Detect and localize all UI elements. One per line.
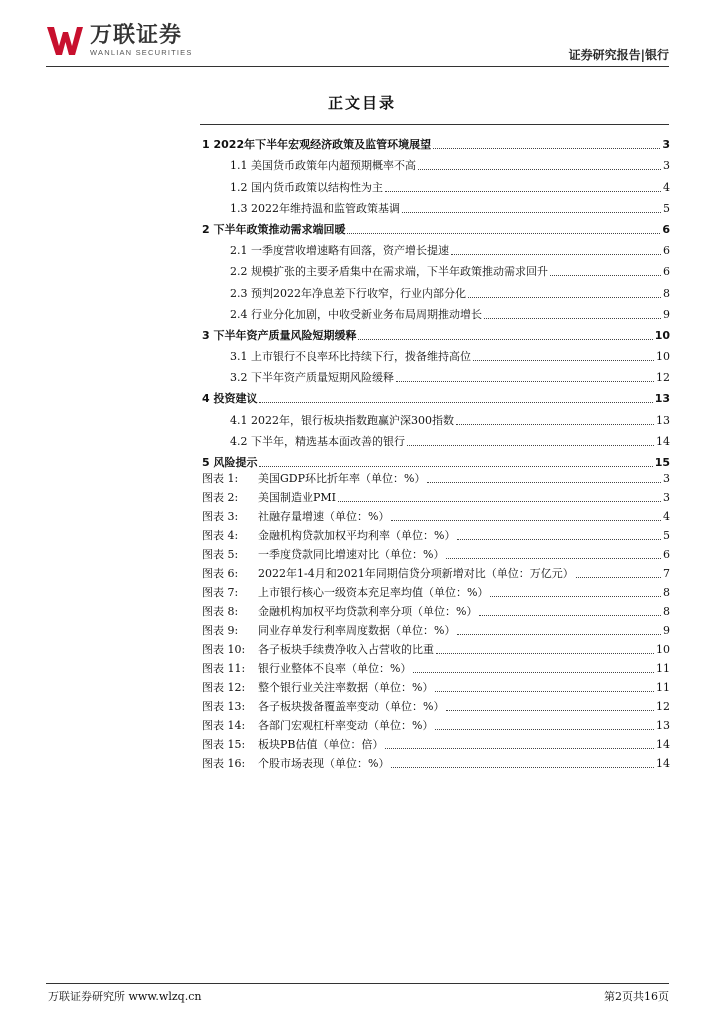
toc-entry-page: 3: [662, 138, 670, 152]
figure-entry-title: 社融存量增速（单位：%）: [258, 510, 390, 523]
toc-entry-page: 12: [656, 371, 670, 385]
toc-entry[interactable]: [202, 195, 670, 216]
figure-entry-title: 板块PB估值（单位：倍）: [258, 738, 384, 751]
toc-entry[interactable]: [202, 237, 670, 258]
figure-entry[interactable]: [202, 467, 670, 486]
logo-english-name: WANLIAN SECURITIES: [90, 48, 193, 58]
figure-leader-dots: [385, 748, 654, 749]
figure-entry-title: 美国制造业PMI: [258, 491, 337, 504]
figure-entry-page: 6: [663, 548, 670, 561]
figure-entry-title: 各子板块拨备覆盖率变动（单位：%）: [258, 700, 445, 713]
figure-entry-title: 美国GDP环比折年率（单位：%）: [258, 472, 426, 485]
toc-entry[interactable]: [202, 279, 670, 300]
toc-entry[interactable]: [202, 131, 670, 152]
footer-source: 万联证券研究所 www.wlzq.cn: [48, 990, 202, 1003]
figure-entry-title: 金融机构加权平均贷款利率分项（单位：%）: [258, 605, 478, 618]
toc-entry-label: 1 2022年下半年宏观经济政策及监管环境展望: [202, 138, 432, 152]
toc-entry-page: 10: [654, 328, 670, 342]
toc-entry-label: 4.2 下半年，精选基本面改善的银行: [230, 434, 405, 448]
report-category: 证券研究报告|银行: [568, 48, 669, 62]
footer-page-number: 第2页共16页: [604, 990, 669, 1003]
figure-entry-title: 一季度贷款同比增速对比（单位：%）: [258, 548, 445, 561]
toc-entry-label: 2.3 预判2022年净息差下行收窄，行业内部分化: [230, 286, 466, 300]
figure-entry[interactable]: [202, 600, 670, 619]
toc-leader-dots: [385, 191, 661, 192]
toc-entry-page: 9: [663, 307, 670, 321]
figure-entry[interactable]: [202, 486, 670, 505]
figure-leader-dots: [413, 672, 654, 673]
toc-entry[interactable]: [202, 385, 670, 406]
toc-leader-dots: [358, 339, 652, 340]
figure-entry-title: 各部门宏观杠杆率变动（单位：%）: [258, 719, 434, 732]
toc-entry-label: 1.3 2022年维持温和监管政策基调: [230, 201, 400, 215]
figure-entry-title: 整个银行业关注率数据（单位：%）: [258, 681, 434, 694]
toc-entry-label: 3.2 下半年资产质量短期风险缓释: [230, 371, 394, 385]
figure-entry-number: 图表 9:: [202, 624, 239, 637]
toc-entry-page: 6: [663, 244, 670, 258]
figure-entry-title: 同业存单发行利率周度数据（单位：%）: [258, 624, 456, 637]
figure-entry-page: 11: [656, 681, 670, 694]
figure-entry-page: 12: [656, 700, 670, 713]
figure-entry-page: 14: [656, 757, 670, 770]
toc-entry-label: 2.1 一季度营收增速略有回落，资产增长提速: [230, 244, 449, 258]
title-divider: [200, 124, 669, 125]
figure-entry-title: 各子板块手续费净收入占营收的比重: [258, 643, 434, 656]
figure-entry-page: 10: [656, 643, 670, 656]
toc-entry-page: 5: [663, 201, 670, 215]
toc-entry-label: 4 投资建议: [202, 392, 258, 406]
toc-leader-dots: [407, 445, 654, 446]
page-header: [0, 0, 724, 70]
toc-entry[interactable]: [202, 173, 670, 194]
toc-entry-page: 8: [663, 286, 670, 300]
figure-entry-number: 图表 6:: [202, 567, 239, 580]
page-title: 正文目录: [327, 94, 396, 112]
figure-leader-dots: [435, 729, 654, 730]
toc-entry-page: 14: [656, 434, 670, 448]
figure-entry[interactable]: [202, 638, 670, 657]
toc-entry[interactable]: [202, 364, 670, 385]
figure-entry-page: 7: [663, 567, 670, 580]
figure-entry-number: 图表 1:: [202, 472, 239, 485]
figure-entry-page: 14: [656, 738, 670, 751]
toc-leader-dots: [473, 360, 654, 361]
toc-leader-dots: [396, 381, 654, 382]
toc-leader-dots: [550, 275, 661, 276]
figure-leader-dots: [338, 501, 661, 502]
toc-entry-page: 15: [654, 456, 670, 469]
figure-leader-dots: [436, 653, 654, 654]
figure-entry-page: 9: [663, 624, 670, 637]
toc-leader-dots: [418, 169, 661, 170]
figure-leader-dots: [391, 767, 654, 768]
header-divider: [46, 66, 669, 67]
figure-entry[interactable]: [202, 657, 670, 676]
figure-entry-page: 13: [656, 719, 670, 732]
figure-entry-number: 图表 5:: [202, 548, 239, 561]
figure-entry-number: 图表 15:: [202, 738, 246, 751]
toc-leader-dots: [259, 402, 652, 403]
figure-leader-dots: [427, 482, 661, 483]
toc-entry[interactable]: [202, 406, 670, 427]
toc-entry-page: 13: [654, 392, 670, 406]
figure-leader-dots: [457, 634, 661, 635]
figure-entry-number: 图表 12:: [202, 681, 246, 694]
figure-entry-number: 图表 8:: [202, 605, 239, 618]
toc-entry-page: 6: [662, 222, 670, 236]
toc-entry[interactable]: [202, 258, 670, 279]
figure-entry-page: 5: [663, 529, 670, 542]
figure-entry[interactable]: [202, 676, 670, 695]
figure-entry-page: 8: [663, 605, 670, 618]
toc-entry-label: 3.1 上市银行不良率环比持续下行，拨备维持高位: [230, 350, 471, 364]
toc-entry-label: 5 风险提示: [202, 456, 258, 469]
toc-entry-page: 3: [663, 159, 670, 173]
figure-entry-number: 图表 10:: [202, 643, 246, 656]
toc-entry[interactable]: [202, 152, 670, 173]
figure-entry-page: 8: [663, 586, 670, 599]
figure-entry-number: 图表 13:: [202, 700, 246, 713]
figure-entry-page: 3: [663, 491, 670, 504]
figure-leader-dots: [576, 577, 661, 578]
company-logo: [46, 24, 193, 58]
toc-entry-label: 1.1 美国货币政策年内超预期概率不高: [230, 159, 416, 173]
toc-entry-label: 2 下半年政策推动需求端回暖: [202, 222, 346, 236]
figure-entry[interactable]: [202, 562, 670, 581]
toc-entry-label: 1.2 国内货币政策以结构性为主: [230, 180, 383, 194]
toc-leader-dots: [433, 148, 660, 149]
figure-entry-title: 银行业整体不良率（单位：%）: [258, 662, 412, 675]
figure-entry[interactable]: [202, 733, 670, 752]
toc-leader-dots: [456, 424, 654, 425]
toc-entry-page: 13: [656, 413, 670, 427]
list-of-figures: [202, 467, 670, 771]
toc-entry-label: 4.1 2022年，银行板块指数跑赢沪深300指数: [230, 413, 454, 427]
figure-entry-number: 图表 11:: [202, 662, 246, 675]
toc-entry[interactable]: [202, 216, 670, 237]
toc-leader-dots: [451, 254, 661, 255]
toc-entry-page: 4: [663, 180, 670, 194]
logo-chinese-name: 万联证券: [90, 23, 183, 49]
figure-entry[interactable]: [202, 619, 670, 638]
figure-entry-number: 图表 16:: [202, 757, 246, 770]
figure-entry-number: 图表 14:: [202, 719, 246, 732]
figure-leader-dots: [479, 615, 661, 616]
figure-entry-page: 3: [663, 472, 670, 485]
figure-entry[interactable]: [202, 695, 670, 714]
figure-leader-dots: [457, 539, 661, 540]
figure-entry-title: 个股市场表现（单位：%）: [258, 757, 390, 770]
toc-leader-dots: [347, 233, 660, 234]
figure-entry[interactable]: [202, 524, 670, 543]
toc-entry-page: 10: [656, 350, 670, 364]
toc-entry-label: 2.4 行业分化加剧，中收受新业务布局周期推动增长: [230, 307, 482, 321]
footer-divider: [46, 983, 669, 984]
toc-entry-label: 3 下半年资产质量风险短期缓释: [202, 328, 357, 342]
figure-entry-page: 11: [656, 662, 670, 675]
figure-entry-number: 图表 2:: [202, 491, 239, 504]
toc-entry[interactable]: [202, 322, 670, 343]
figure-entry-number: 图表 3:: [202, 510, 239, 523]
toc-entry-page: 6: [663, 265, 670, 279]
toc-entry[interactable]: [202, 343, 670, 364]
toc-leader-dots: [468, 297, 661, 298]
figure-leader-dots: [446, 558, 661, 559]
figure-entry[interactable]: [202, 581, 670, 600]
toc-entry[interactable]: [202, 428, 670, 449]
figure-entry[interactable]: [202, 752, 670, 771]
table-of-contents: [202, 131, 670, 470]
figure-entry-title: 2022年1-4月和2021年同期信贷分项新增对比（单位：万亿元）: [258, 567, 574, 580]
figure-entry-title: 金融机构贷款加权平均利率（单位：%）: [258, 529, 456, 542]
toc-leader-dots: [402, 212, 661, 213]
wanlian-logo-icon: [46, 24, 84, 58]
figure-entry-title: 上市银行核心一级资本充足率均值（单位：%）: [258, 586, 489, 599]
figure-leader-dots: [446, 710, 654, 711]
figure-entry[interactable]: [202, 714, 670, 733]
figure-entry-page: 4: [663, 510, 670, 523]
figure-entry-number: 图表 4:: [202, 529, 239, 542]
figure-leader-dots: [490, 596, 661, 597]
figure-leader-dots: [435, 691, 654, 692]
toc-leader-dots: [484, 318, 661, 319]
figure-entry[interactable]: [202, 505, 670, 524]
figure-leader-dots: [391, 520, 661, 521]
toc-entry-label: 2.2 规模扩张的主要矛盾集中在需求端，下半年政策推动需求回升: [230, 265, 548, 279]
toc-entry[interactable]: [202, 301, 670, 322]
figure-entry[interactable]: [202, 543, 670, 562]
figure-entry-number: 图表 7:: [202, 586, 239, 599]
